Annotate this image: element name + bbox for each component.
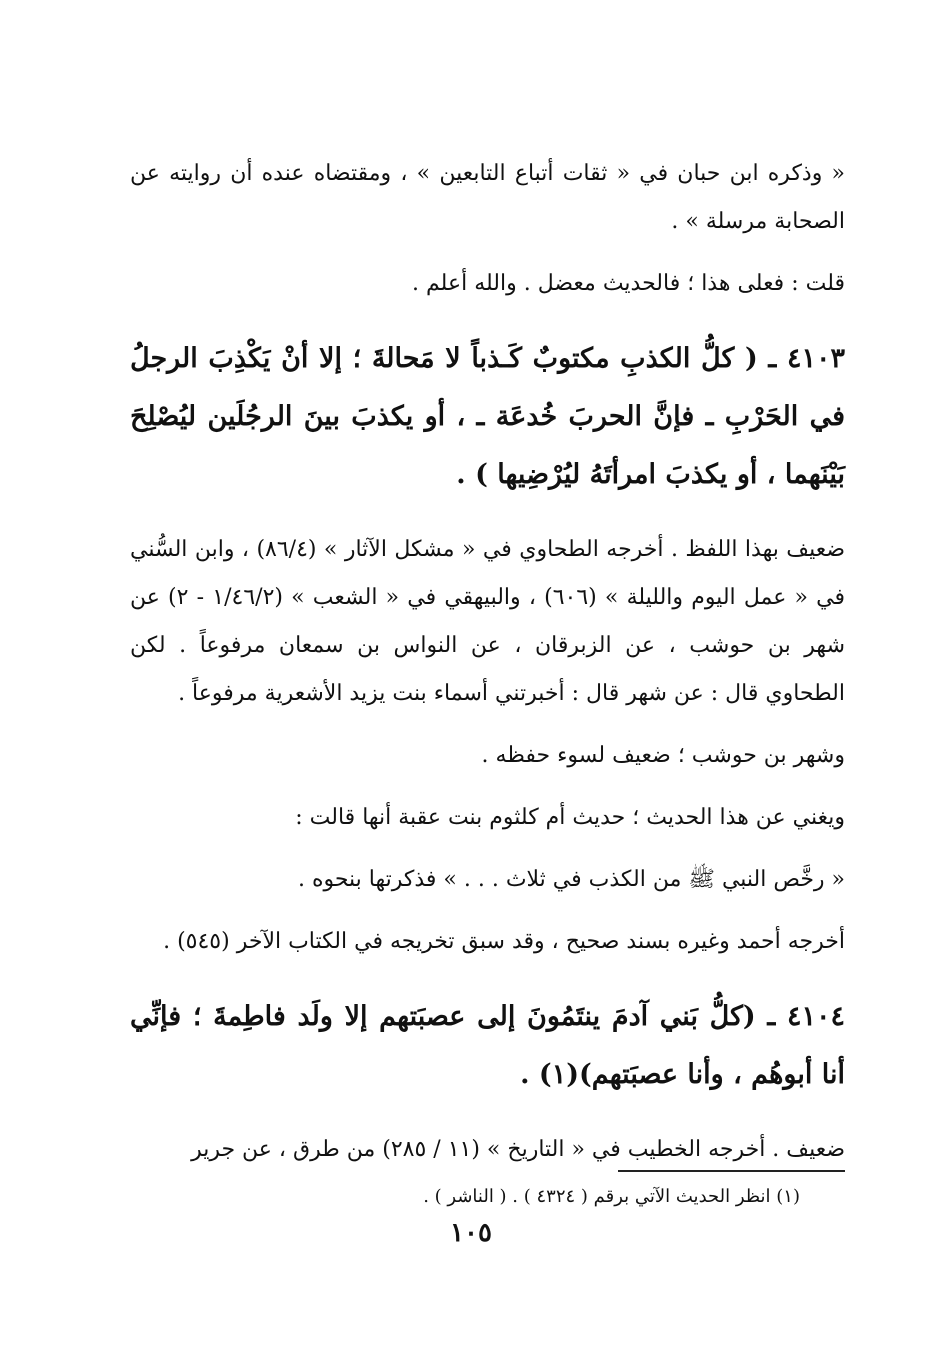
paragraph-rukhkhas-quote: « رخَّص النبي ﷺ من الكذب في ثلاث . . . » فذكرتها بنحوه . [297,867,845,892]
paragraph-umm-kulthum: ويغني عن هذا الحديث ؛ حديث أم كلثوم بنت عقبة أنها قالت : [295,805,845,830]
hadith-4104: ٤١٠٤ ـ (كلُّ بَني آدمَ ينتَمُونَ إلى عصبَتهم إلا ولَد فاطِمةَ ؛ فإنِّي أنا أبوهُم ، وأنا عصبَتهم)(١) . [130,1001,845,1090]
paragraph-ahmad-takhrij: أخرجه أحمد وغيره بسند صحيح ، وقد سبق تخريجه في الكتاب الآخر (٥٤٥) . [163,929,845,954]
paragraph-comment: قلت : فعلى هذا ؛ فالحديث معضل . والله أعلم . [412,271,845,296]
footnote-divider [618,1170,845,1172]
paragraph-takhrij-4104: ضعيف . أخرجه الخطيب في « التاريخ » (١١ / ٢٨٥) من طرق ، عن جرير [191,1137,845,1162]
hadith-4103: ٤١٠٣ ـ ( كلُّ الكذبِ مكتوبٌ كَـذباً لا مَحالةَ ؛ إلا أنْ يَكْذِبَ الرجلُ في الحَرْبِ ـ فإنَّ الحربَ خُدعَة ـ ، أو يكذبَ بينَ الرجُلَين ليُصْلِحَ بَيْنَهما ، أو يكذبَ امرأتَهُ ليُرْضِيها ) . [130,343,845,490]
footnote: (١) انظر الحديث الآتي برقم ( ٤٣٢٤ ) . ( الناشر ) . [423,1186,800,1207]
page-number: ١٠٥ [450,1218,492,1248]
page-content [130,150,845,1174]
paragraph-shahr-weak: وشهر بن حوشب ؛ ضعيف لسوء حفظه . [481,743,845,768]
paragraph-takhrij-4103: ضعيف بهذا اللفظ . أخرجه الطحاوي في « مشكل الآثار » (٨٦/٤) ، وابن السُّني في « عمل اليوم والليلة » (٦٠٦) ، والبيهقي في « الشعب » (١/٤٦/٢ - ٢) عن شهر بن حوشب ، عن الزبرقان ، عن النواس بن سمعان مرفوعاً . لكن الطحاوي قال : عن شهر قال : أخبرتني أسماء بنت يزيد الأشعرية مرفوعاً . [130,537,846,706]
paragraph-ibn-hibban-quote: « وذكره ابن حبان في « ثقات أتباع التابعين » ، ومقتضاه عنده أن روايته عن الصحابة مرسلة » . [130,161,845,234]
